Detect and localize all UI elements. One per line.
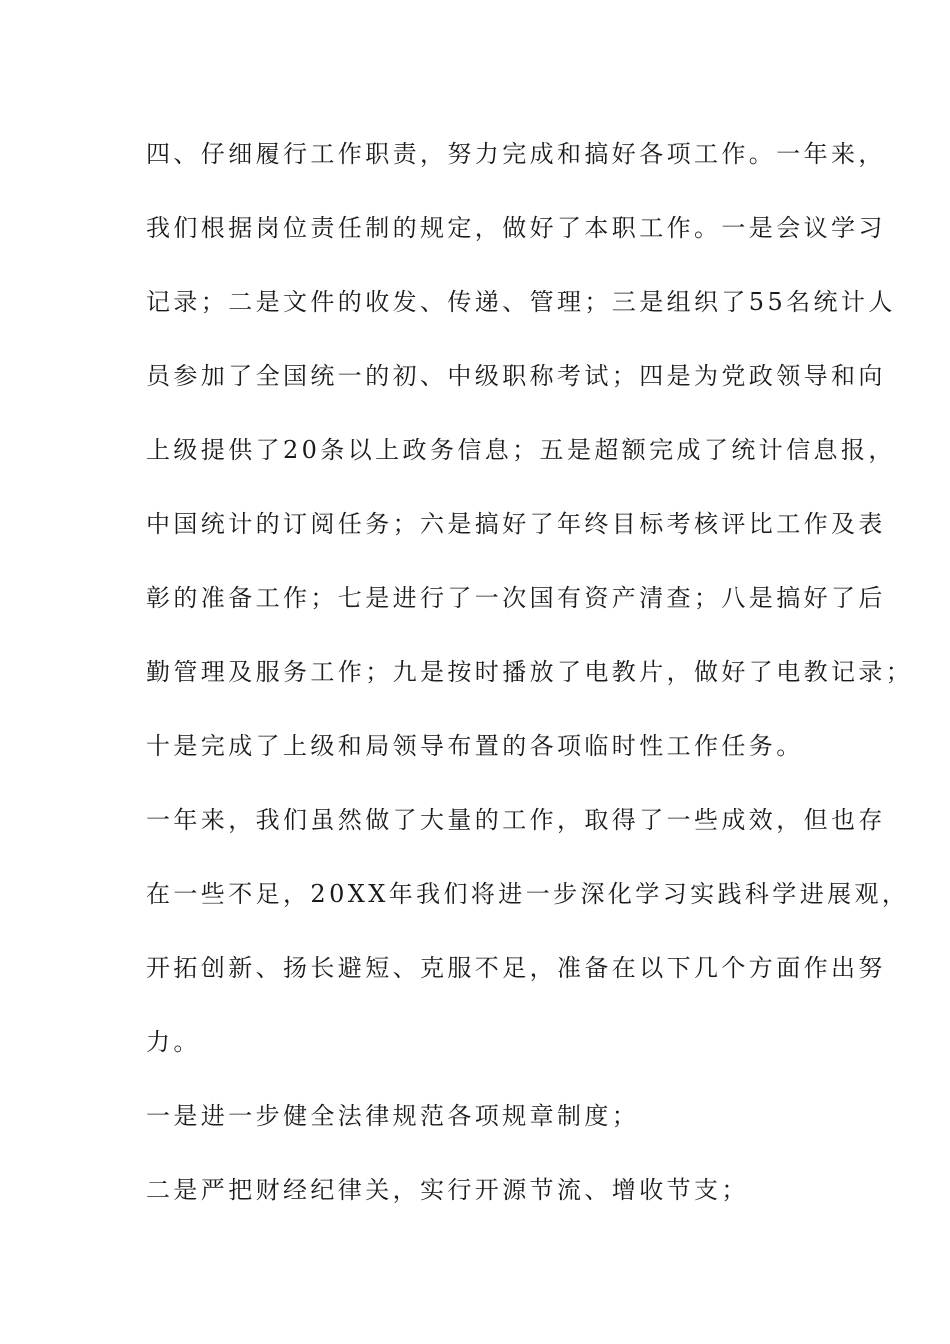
text-line: 开拓创新、扬长避短、克服不足，准备在以下几个方面作出努 (146, 954, 886, 982)
text-line: 一年来，我们虽然做了大量的工作，取得了一些成效，但也存 (146, 806, 886, 834)
text-line: 我们根据岗位责任制的规定，做好了本职工作。一是会议学习 (146, 214, 886, 242)
text-line: 在一些不足，20XX年我们将进一步深化学习实践科学进展观， (146, 880, 910, 908)
text-line: 上级提供了20条以上政务信息；五是超额完成了统计信息报， (146, 436, 896, 464)
text-line: 一是进一步健全法律规范各项规章制度； (146, 1102, 640, 1130)
text-line: 员参加了全国统一的初、中级职称考试；四是为党政领导和向 (146, 362, 886, 390)
text-line: 勤管理及服务工作；九是按时播放了电教片，做好了电教记录； (146, 658, 914, 686)
text-line: 十是完成了上级和局领导布置的各项临时性工作任务。 (146, 732, 804, 760)
text-line: 中国统计的订阅任务；六是搞好了年终目标考核评比工作及表 (146, 510, 886, 538)
text-line: 力。 (146, 1028, 201, 1056)
text-line: 二是严把财经纪律关，实行开源节流、增收节支； (146, 1176, 749, 1204)
text-line: 彰的准备工作；七是进行了一次国有资产清查；八是搞好了后 (146, 584, 886, 612)
text-line: 四、仔细履行工作职责，努力完成和搞好各项工作。一年来， (146, 140, 886, 168)
text-line: 记录；二是文件的收发、传递、管理；三是组织了55名统计人 (146, 288, 896, 316)
